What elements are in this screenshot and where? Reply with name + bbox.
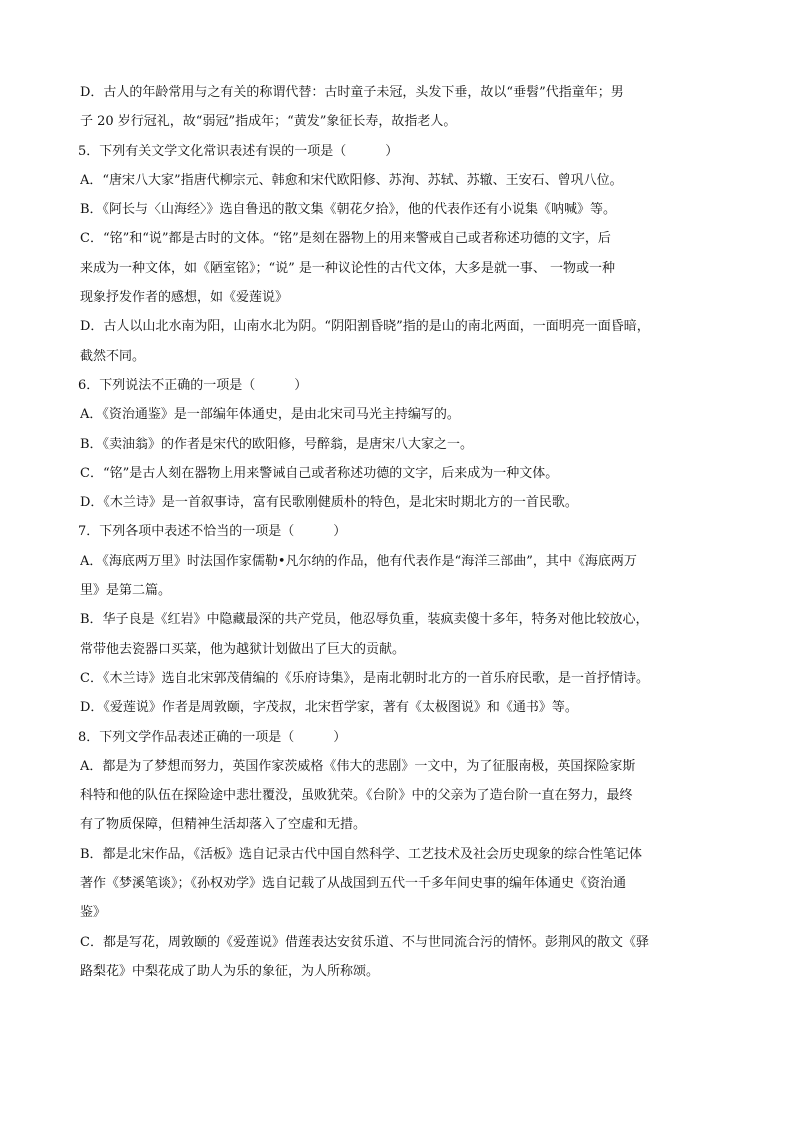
continuation-line: 路梨花》中梨花成了助人为乐的象征，为人所称颂。 [80, 963, 380, 979]
option-line: D．古人以山北水南为阳，山南水北为阴。“阴阳割昏晓”指的是山的南北两面，一面明亮一面昏暗， [80, 319, 650, 335]
option-line: C．《木兰诗》选自北宋郭茂倩编的《乐府诗集》，是南北朝时北方的一首乐府民歌，是一首抒情诗。 [80, 670, 649, 686]
option-line: D．《爱莲说》作者是周敦颐，字茂叔，北宋哲学家，著有《太极图说》和《通书》等。 [80, 700, 578, 716]
option-line: C．“铭”是古人刻在器物上用来警诫自己或者称述功德的文字，后来成为一种文体。 [80, 465, 559, 481]
option-line: B．都是北宋作品，《活板》选自记录古代中国自然科学、工艺技术及社会历史现象的综合性笔记体 [80, 846, 643, 862]
option-line: D．《木兰诗》是一首叙事诗，富有民歌刚健质朴的特色，是北宋时期北方的一首民歌。 [80, 495, 578, 511]
question-line: 5．下列有关文学文化常识表述有误的一项是（ ） [78, 143, 399, 159]
continuation-line: 截然不同。 [80, 348, 146, 364]
option-line: C．都是写花，周敦颐的《爱莲说》借莲表达安贫乐道、不与世同流合污的情怀。彭荆风的散文《驿 [80, 934, 649, 950]
continuation-line: 科特和他的队伍在探险途中悲壮覆没，虽败犹荣。《台阶》中的父亲为了造台阶一直在努力，最终 [80, 788, 633, 804]
option-line: B．《卖油翁》的作者是宋代的欧阳修，号醉翁，是唐宋八大家之一。 [80, 436, 474, 452]
continuation-line: 子 20 岁行冠礼，故“弱冠”指成年；“黄发”象征长寿，故指老人。 [80, 114, 457, 130]
question-line: 6．下列说法不正确的一项是（ ） [78, 377, 308, 393]
continuation-line: 有了物质保障，但精神生活却落入了空虚和无措。 [80, 817, 367, 833]
continuation-line: 现象抒发作者的感想，如《爱莲说》 [80, 290, 289, 306]
option-line: B．华子良是《红岩》中隐藏最深的共产党员，他忍辱负重，装疯卖傻十多年，特务对他比较放心， [80, 612, 649, 628]
question-line: 7．下列各项中表述不恰当的一项是（ ） [78, 524, 347, 540]
continuation-line: 鉴》 [80, 905, 107, 921]
option-line: A．《海底两万里》时法国作家儒勒•凡尔纳的作品，他有代表作是“海洋三部曲”，其中《海底两万 [80, 553, 637, 569]
continuation-line: 著作《梦溪笔谈》；《孙权劝学》选自记载了从战国到五代一千多年间史事的编年体通史《资治通 [80, 876, 627, 892]
option-line: A．都是为了梦想而努力，英国作家茨威格《伟大的悲剧》一文中，为了征服南极，英国探险家斯 [80, 758, 636, 774]
option-line: A．“唐宋八大家”指唐代柳宗元、韩愈和宋代欧阳修、苏洵、苏轼、苏辙、王安石、曾巩八位。 [80, 172, 623, 188]
continuation-line: 常带他去瓷器口买菜，他为越狱计划做出了巨大的贡献。 [80, 641, 406, 657]
question-line: 8．下列文学作品表述正确的一项是（ ） [78, 729, 347, 745]
option-line: D．古人的年龄常用与之有关的称谓代替：古时童子未冠，头发下垂，故以“垂髫”代指童年；男 [80, 85, 624, 100]
continuation-line: 来成为一种文体，如《陋室铭》；“说” 是一种议论性的古代文体，大多是就一事、 一物或一种 [80, 260, 616, 276]
document-body [80, 78, 720, 986]
continuation-line: 里》是第二篇。 [80, 583, 172, 599]
option-line: A．《资治通鉴》是一部编年体通史，是由北宋司马光主持编写的。 [80, 407, 460, 423]
option-line: C．“铭”和“说”都是古时的文体。“铭”是刻在器物上的用来警戒自己或者称述功德的文字，后 [80, 231, 611, 247]
option-line: B．《阿长与〈山海经〉》选自鲁迅的散文集《朝花夕拾》，他的代表作还有小说集《呐喊》等。 [80, 202, 617, 218]
